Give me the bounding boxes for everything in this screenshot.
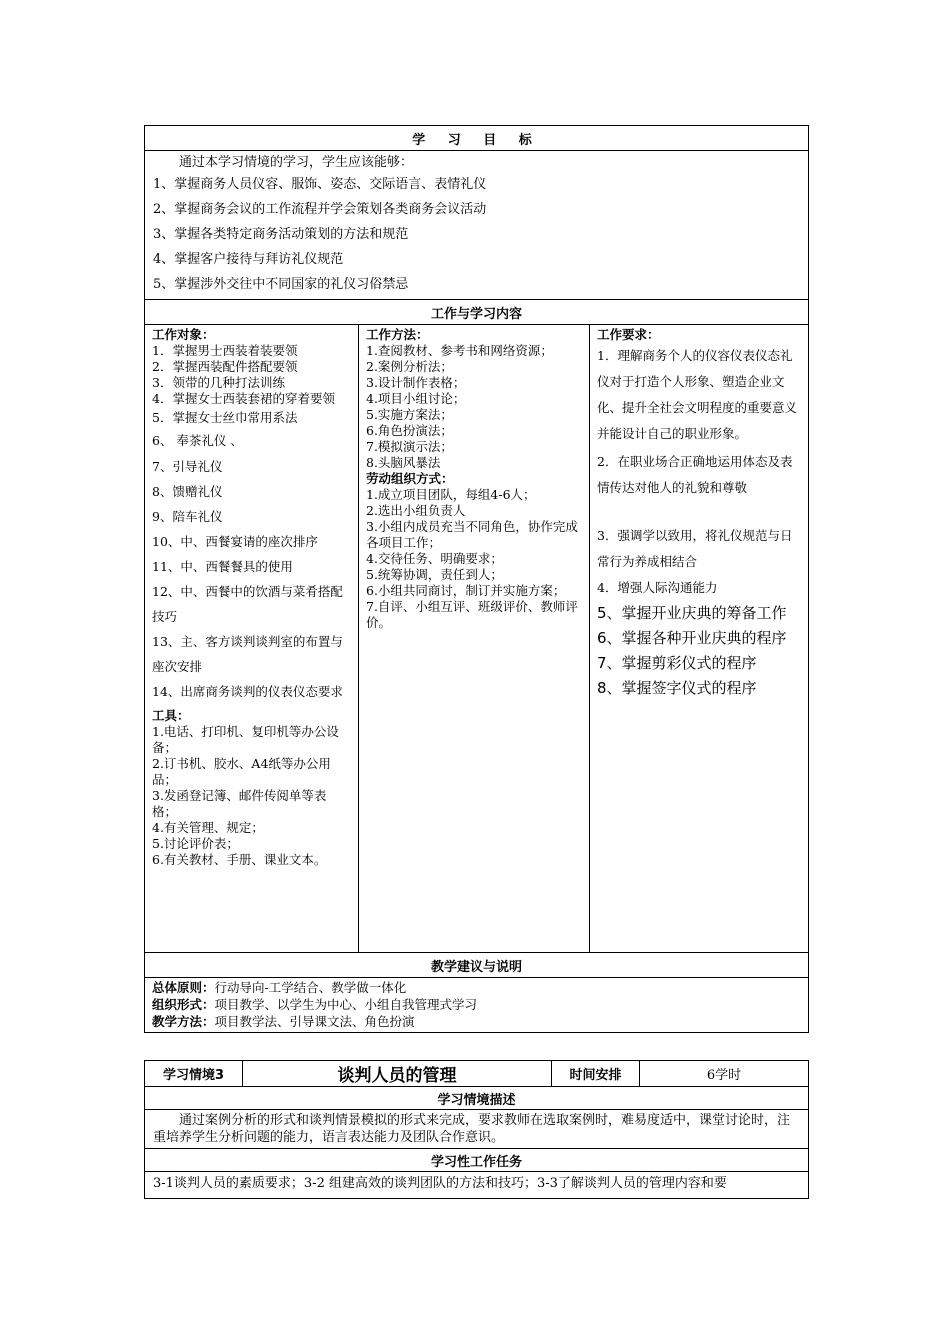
goal-item: 1、掌握商务人员仪容、服饰、姿态、交际语言、表情礼仪 — [153, 177, 487, 192]
tool-item: 1.电话、打印机、复印机等办公设备； — [152, 724, 339, 755]
work-object-item: 9、陪车礼仪 — [152, 509, 223, 524]
tool-item: 5.讨论评价表； — [152, 836, 239, 851]
requirement-item: 3．强调学以致用，将礼仪规范与日常行为养成相结合 — [597, 528, 793, 569]
org-item: 2.选出小组负责人 — [366, 503, 466, 518]
goals-section — [145, 151, 809, 300]
tool-item: 2.订书机、胶水、A4纸等办公用品； — [152, 756, 331, 787]
time-value: 6学时 — [640, 1061, 809, 1087]
method-item: 7.模拟演示法； — [366, 439, 453, 454]
suggest-section — [145, 978, 809, 1033]
method-item: 3.设计制作表格； — [366, 375, 466, 390]
work-object-item: 1．掌握男士西装着装要领 — [152, 343, 298, 358]
situation-title: 谈判人员的管理 — [243, 1061, 552, 1087]
goals-header: 学 习 目 标 — [145, 126, 809, 151]
work-object-item: 5．掌握女士丝巾常用系法 — [152, 410, 298, 425]
requirement-item: 5、掌握开业庆典的筹备工作 — [597, 604, 787, 622]
suggest-label: 教学方法： — [152, 1014, 215, 1029]
goals-intro: 通过本学习情境的学习，学生应该能够： — [179, 155, 414, 170]
org-item: 7.自评、小组互评、班级评价、教师评价。 — [366, 599, 578, 630]
work-object-item: 7、引导礼仪 — [152, 459, 223, 474]
desc-header: 学习情境描述 — [145, 1087, 809, 1110]
org-item: 3.小组内成员充当不同角色，协作完成各项目工作； — [366, 519, 578, 550]
suggest-row — [152, 996, 801, 1013]
suggest-text: 项目教学法、引导课文法、角色扮演 — [214, 1014, 415, 1029]
work-requirements-column — [590, 325, 809, 953]
situation-label: 学习情境3 — [145, 1061, 243, 1087]
requirement-item: 7、掌握剪彩仪式的程序 — [597, 654, 757, 672]
org-item: 5.统筹协调，责任到人； — [366, 567, 503, 582]
goal-item: 3、掌握各类特定商务活动策划的方法和规范 — [153, 227, 409, 242]
work-object-item: 2．掌握西装配件搭配要领 — [152, 359, 298, 374]
suggest-text: 行动导向-工学结合、教学做一体化 — [214, 980, 407, 995]
suggest-text: 项目教学、以学生为中心、小组自我管理式学习 — [214, 997, 478, 1012]
suggest-label: 总体原则： — [152, 980, 215, 995]
tool-item: 6.有关教材、手册、课业文本。 — [152, 852, 327, 867]
org-title: 劳动组织方式： — [366, 471, 454, 486]
method-item: 6.角色扮演法； — [366, 423, 453, 438]
requirement-item: 6、掌握各种开业庆典的程序 — [597, 629, 787, 647]
requirement-item: 8、掌握签字仪式的程序 — [597, 679, 757, 697]
goal-item: 5、掌握涉外交往中不同国家的礼仪习俗禁忌 — [153, 277, 409, 292]
work-object-item: 8、馈赠礼仪 — [152, 484, 223, 499]
goal-item: 4、掌握客户接待与拜访礼仪规范 — [153, 252, 344, 267]
work-requirements-title: 工作要求： — [597, 327, 660, 342]
org-item: 6.小组共同商讨，制订并实施方案； — [366, 583, 566, 598]
work-methods-column — [359, 325, 590, 953]
work-object-item: 3．领带的几种打法训练 — [152, 375, 285, 390]
suggest-label: 组织形式： — [152, 997, 215, 1012]
work-object-item: 13、主、客方谈判谈判室的布置与座次安排 — [152, 634, 343, 674]
work-objects-column — [145, 325, 359, 953]
method-item: 2.案例分析法； — [366, 359, 453, 374]
org-item: 4.交待任务、明确要求； — [366, 551, 503, 566]
work-object-item: 12、中、西餐中的饮酒与菜肴搭配技巧 — [152, 584, 343, 624]
work-object-item: 10、中、西餐宴请的座次排序 — [152, 534, 318, 549]
time-label: 时间安排 — [552, 1061, 640, 1087]
org-item: 1.成立项目团队，每组4-6人； — [366, 487, 536, 502]
requirement-item: 4．增强人际沟通能力 — [597, 580, 718, 595]
method-item: 1.查阅教材、参考书和网络资源； — [366, 343, 553, 358]
tool-item: 3.发函登记簿、邮件传阅单等表格； — [152, 788, 327, 819]
content-header: 工作与学习内容 — [145, 300, 809, 325]
tool-item: 4.有关管理、规定； — [152, 820, 264, 835]
work-object-item: 11、中、西餐餐具的使用 — [152, 559, 293, 574]
situation-table — [144, 1060, 809, 1199]
method-item: 4.项目小组讨论； — [366, 391, 466, 406]
method-item: 5.实施方案法； — [366, 407, 453, 422]
method-item: 8.头脑风暴法 — [366, 455, 441, 470]
suggest-row — [152, 1013, 801, 1030]
requirement-item: 2．在职业场合正确地运用体态及表情传达对他人的礼貌和尊敬 — [597, 454, 793, 495]
work-methods-title: 工作方法： — [366, 327, 429, 342]
work-objects-title: 工作对象： — [152, 327, 215, 342]
task-content: 3-1谈判人员的素质要求；3-2 组建高效的谈判团队的方法和技巧；3-3了解谈判人员的管理内容和要 — [145, 1172, 809, 1199]
situation-description: 通过案例分析的形式和谈判情景模拟的形式来完成，要求教师在选取案例时，难易度适中，课堂讨论时，注重培养学生分析问题的能力，语言表达能力及团队合作意识。 — [145, 1110, 809, 1149]
work-object-item: 6、 奉茶礼仪 、 — [152, 433, 243, 448]
course-table — [144, 125, 809, 1033]
work-object-item: 4．掌握女士西装套裙的穿着要领 — [152, 391, 335, 406]
requirement-item: 1．理解商务个人的仪容仪表仪态礼仪对于打造个人形象、塑造企业文化、提升全社会文明程度的重要意义并能设计自己的职业形象。 — [597, 348, 798, 441]
suggest-row — [152, 979, 801, 996]
work-object-item: 14、出席商务谈判的仪表仪态要求 — [152, 684, 343, 699]
goal-item: 2、掌握商务会议的工作流程并学会策划各类商务会议活动 — [153, 202, 487, 217]
tools-title: 工具： — [152, 708, 190, 723]
suggest-header: 教学建议与说明 — [145, 953, 809, 978]
task-header: 学习性工作任务 — [145, 1149, 809, 1172]
